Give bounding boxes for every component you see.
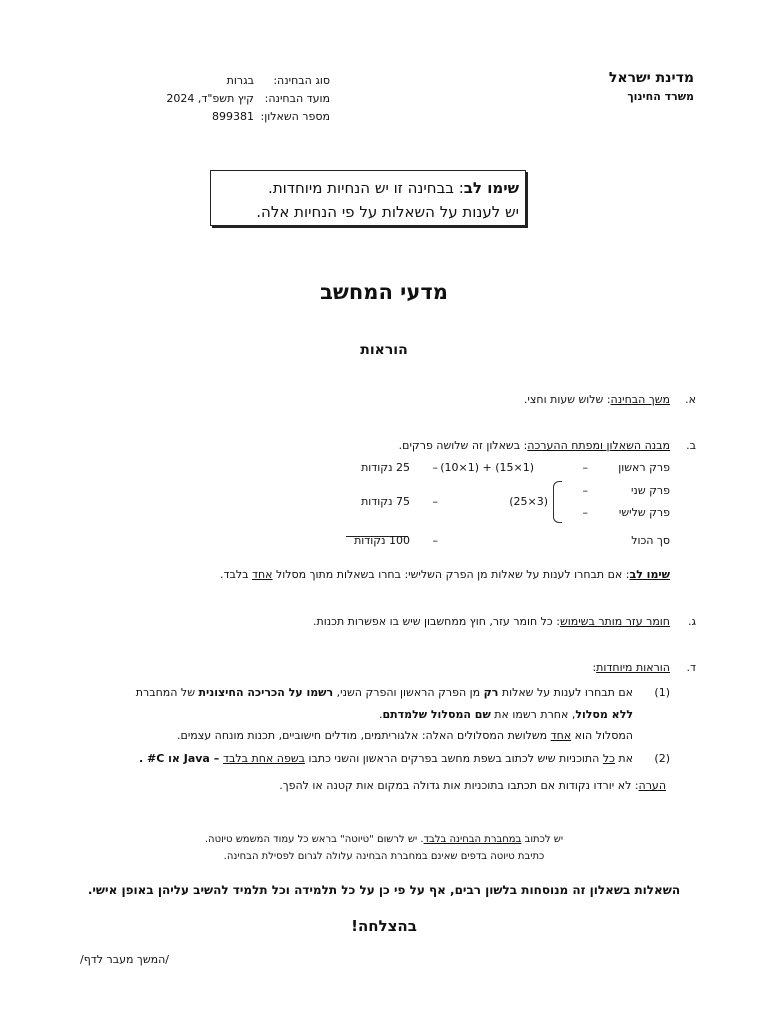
total-label: סך הכול [631,534,670,547]
section-c-label: חומר עזר מותר בשימוש [559,615,670,628]
item2-num: (2) [654,752,670,765]
notice-line-1-text: : בבחינה זו יש הנחיות מיוחדות. [268,179,464,197]
ministry-block [609,70,694,103]
good-luck: בהצלחה! [351,917,417,935]
total-points: 100 נקודות [354,534,410,547]
section-d-colon: : [592,661,597,674]
item2-text-d: בשפה אחת בלבד [223,752,305,765]
footer-line1-c: . יש לרשום "טיוטה" בראש כל עמוד המשמש טיוטה. [204,834,424,845]
part3-dash: – [582,506,588,519]
part1-dash: – [582,461,588,474]
section-b-text: : בשאלון זה שלושה פרקים. [398,439,528,452]
notice-line-1 [211,176,519,200]
item1-line3-a: המסלול הוא [571,729,633,742]
section-a [524,393,696,406]
state-name: מדינת ישראל [608,70,694,86]
section-b-letter: ב. [686,439,696,452]
section-b-note-text-2: בלבד. [220,568,252,581]
section-b-note-bold: שימו לב [629,568,670,581]
item2-line [139,752,633,765]
page-title: מדעי המחשב [320,280,448,304]
question-no-label: מספר השאלון: [260,109,330,123]
section-b [399,439,696,452]
part2-dash: – [582,484,588,497]
section-b-note-underline: אחד [251,568,273,581]
item1-text-d: רשמו על הכריכה החיצונית [198,686,334,699]
item1-line3-b: אחד [550,729,572,742]
part23-dash: – [432,495,438,508]
ministry-name: משרד החינוך [627,90,694,103]
exam-type-label: סוג הבחינה: [273,73,330,87]
item1-line2-b: , אחרת רשמו את [490,708,576,721]
item1-text-a: אם תבחרו לענות על שאלות [498,686,633,699]
section-a-text: : שלוש שעות וחצי. [523,393,611,406]
part3-label: פרק שלישי [618,506,670,519]
notice-bold: שימו לב [463,179,519,197]
gender-note: השאלות בשאלון זה מנוסחות בלשון רבים, אף על פי כן על כל תלמידה וכל תלמיד להשיב עליהן באופן אישי. [87,883,681,897]
item1-line3-c: משלושת המסלולים האלה: אלגוריתמים, מודלים חישוביים, תכנות מונחה עצמים. [177,729,551,742]
question-no-value: 899381 [212,109,254,123]
part2-label: פרק שני [630,484,670,497]
section-d-letter: ד. [686,661,696,674]
part1-dash-2: – [432,461,438,474]
section-d-label: הוראות מיוחדות [596,661,670,674]
footer-line-2: כתיבת טיוטה בדפים שאינם במחברת הבחינה עלולה לגרום לפסילת הבחינה. [223,851,545,862]
item2-text-a: את [614,752,633,765]
item1-line2-d: . [378,708,383,721]
section-a-letter: א. [685,393,696,406]
item2-text-e: – Java או C# . [138,752,224,765]
item2-text-c: התוכניות שיש לכתוב בשפת מחשב בפרקים הראשון והשני כתבו [304,752,603,765]
brace [553,481,562,523]
part23-formula: (25×3) [509,495,548,508]
part23-points: 75 נקודות [361,495,410,508]
item1-line2-a: ללא מסלול [575,708,633,721]
item1-line-1 [136,686,633,699]
footer-line1-b: במחברת הבחינה בלבד [423,834,522,845]
section-b-note-text-1: : אם תבחרו לענות על שאלות מן הפרק השלישי: בחרו בשאלות מתוך מסלול [272,568,630,581]
item1-line2-c: שם המסלול שלמדתם [382,708,491,721]
remark-label: הערה [638,779,666,792]
section-b-note [220,568,670,581]
section-a-label: משך הבחינה [610,393,670,406]
section-b-label: מבנה השאלון ומפתח ההערכה [527,439,670,452]
section-c-text: : כל חומר עזר, חוץ ממחשבון שיש בו אפשרות תכנות. [313,615,560,628]
item1-text-b: רק [483,686,499,699]
exam-meta [130,71,330,125]
exam-date-value: קיץ תשפ"ד, 2024 [166,91,254,105]
part1-formula: (10×1) + (15×1) [440,461,534,474]
section-c [313,615,696,628]
section-d [592,661,696,674]
exam-date-row [130,89,330,107]
page-subtitle: הוראות [360,342,408,358]
item2-text-b: כל [602,752,615,765]
notice-box [210,170,526,226]
notice-line-2: יש לענות על השאלות על פי הנחיות אלה. [256,203,519,221]
item1-line-3 [177,729,633,742]
part1-label: פרק ראשון [618,461,670,474]
item1-num: (1) [654,686,670,699]
exam-type-row [130,71,330,89]
item1-text-c: מן הפרק הראשון והפרק השני, [333,686,484,699]
question-no-row [130,107,330,125]
item1-text-e: של המחברת [135,686,199,699]
remark-text: : לא יורדו נקודות אם תכתבו בתוכניות אות גדולה במקום אות קטנה או להפך. [279,779,639,792]
section-c-letter: ג. [687,615,696,628]
total-dash: – [432,534,438,547]
footer-line-1 [0,834,768,845]
remark [279,779,666,792]
item1-line-2 [379,708,633,721]
footer-line1-a: יש לכתוב [521,834,564,845]
continued-note: /המשך מעבר לדף/ [80,953,169,966]
exam-type-value: בגרות [226,73,254,87]
exam-date-label: מועד הבחינה: [264,91,330,105]
part1-points: 25 נקודות [361,461,410,474]
